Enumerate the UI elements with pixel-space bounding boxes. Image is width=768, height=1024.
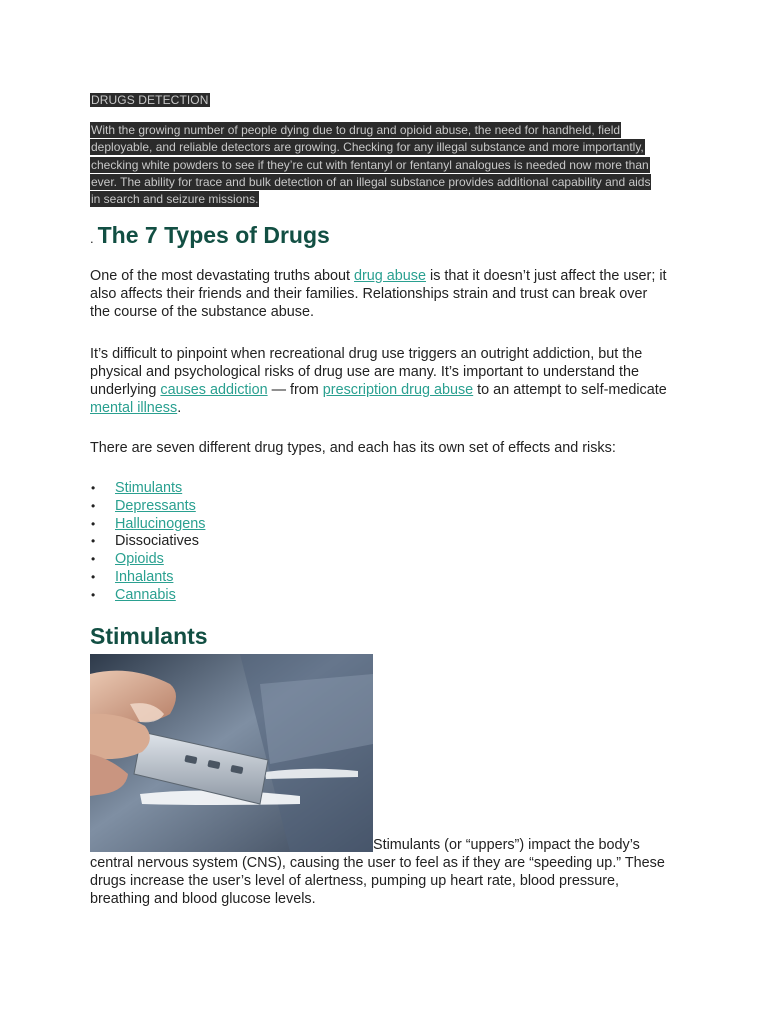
intro-line: With the growing number of people dying due to drug and opioid abuse, the need for handheld, field: [91, 123, 621, 137]
heading-text: The 7 Types of Drugs: [97, 222, 330, 248]
article-heading: [90, 222, 330, 249]
link-prescription-drug-abuse[interactable]: prescription drug abuse: [322, 382, 474, 398]
para-text: is that it doesn’t just affect the user; it also affects their friends and their families. Relationships strain and trust can break over the course of the substance abuse.: [90, 268, 667, 320]
bullet-icon: •: [91, 587, 96, 602]
bullet-icon: •: [91, 481, 96, 495]
list-item: [90, 569, 205, 587]
bullet-icon: •: [91, 498, 96, 513]
intro-line: deployable, and reliable detectors are growing. Checking for any illegal substance and more importantly,: [91, 140, 644, 155]
link-inhalants[interactable]: Inhalants: [115, 568, 174, 585]
list-item: [90, 587, 205, 605]
para-text: It’s difficult to pinpoint when recreational drug use triggers an outright addiction, but the physical and psychological risks of drug use are many. It’s important to understand the underlying: [90, 346, 643, 398]
stimulants-description: Stimulants (or “uppers”) impact the body’s central nervous system (CNS), causing the user to feel as if they are “speeding up.” These drugs increase the user’s level of alertness, pumping up heart rate, blood pressure, breathing and blood glucose levels.: [90, 837, 665, 907]
paragraph-drug-types-intro: There are seven different drug types, and each has its own set of effects and risks:: [90, 440, 616, 456]
para-text: — from: [267, 382, 323, 398]
intro-paragraph: [90, 122, 678, 208]
link-stimulants[interactable]: Stimulants: [115, 480, 183, 496]
link-cannabis[interactable]: Cannabis: [115, 586, 176, 603]
intro-line: in search and seizure missions.: [91, 192, 259, 207]
intro-line: checking white powders to see if they’re cut with fentanyl or fentanyl analogues is needed now more than: [91, 157, 649, 172]
stimulants-photo: [90, 654, 373, 852]
section-heading-stimulants: Stimulants: [90, 623, 208, 649]
link-causes-addiction[interactable]: causes addiction: [160, 382, 268, 398]
drug-types-list: [90, 480, 205, 605]
para-text: to an attempt to self-medicate: [473, 382, 667, 398]
bullet-icon: •: [91, 552, 96, 567]
list-item: [90, 533, 205, 551]
link-drug-abuse[interactable]: drug abuse: [354, 268, 427, 284]
list-item: [90, 516, 205, 534]
list-item: [90, 498, 205, 516]
list-item: [90, 480, 205, 498]
list-item: [90, 551, 205, 569]
bullet-icon: •: [91, 516, 96, 531]
link-hallucinogens[interactable]: Hallucinogens: [115, 515, 206, 532]
link-opioids[interactable]: Opioids: [115, 551, 164, 568]
link-depressants[interactable]: Depressants: [115, 497, 196, 514]
link-mental-illness[interactable]: mental illness: [90, 400, 178, 416]
paragraph-addiction: [90, 345, 670, 417]
para-text: .: [177, 400, 182, 416]
heading-prefix: .: [90, 231, 94, 246]
item-dissociatives: Dissociatives: [115, 533, 199, 550]
para-text: One of the most devastating truths about: [90, 268, 354, 284]
paragraph-intro: [90, 267, 670, 321]
bullet-icon: •: [91, 534, 96, 549]
intro-line: ever. The ability for trace and bulk detection of an illegal substance provides additional capability and aids: [91, 174, 651, 189]
bullet-icon: •: [91, 569, 96, 584]
doc-title: DRUGS DETECTION: [91, 93, 209, 107]
